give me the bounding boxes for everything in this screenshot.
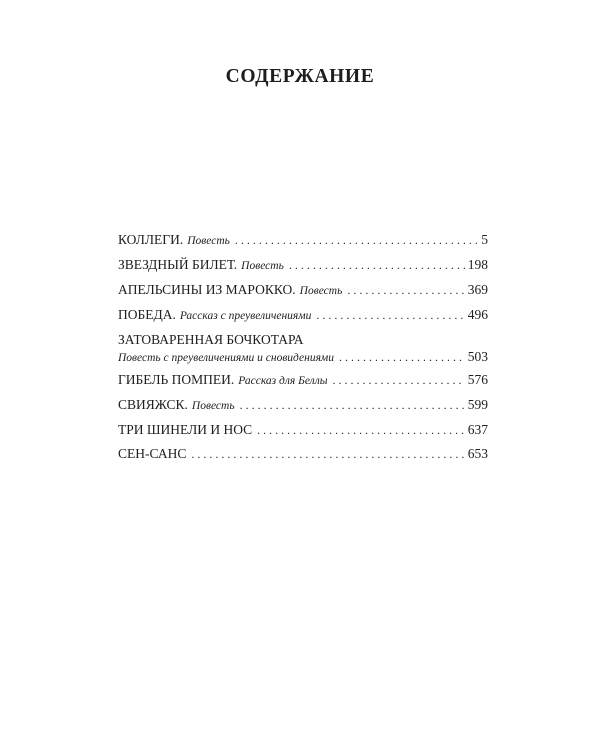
toc-entry-page: 369 [467,282,488,297]
toc-entry-page: 496 [467,307,488,322]
toc-entry-title: КОЛЛЕГИ. [118,232,184,247]
toc-entry[interactable] [118,395,488,416]
toc-entry[interactable] [118,305,488,326]
toc-entry-subtitle: Повесть с преувеличениями и сновидениями [118,352,335,364]
dot-leader [316,306,464,325]
toc-entry-title: СЕН-САНС [118,446,187,461]
toc-entry[interactable] [118,370,488,391]
toc-entry[interactable] [118,230,488,251]
toc-entry-title: ЗВЕЗДНЫЙ БИЛЕТ. [118,257,238,272]
toc-entry[interactable] [118,444,488,464]
toc-entry-subtitle: Рассказ с преувеличениями [179,310,312,322]
table-of-contents [118,230,488,468]
toc-entry-page: 637 [467,422,488,437]
dot-leader [240,396,465,415]
toc-entry-subtitle: Повесть [187,235,230,247]
toc-entry-subtitle: Повесть [299,285,343,297]
toc-entry-title: ПОБЕДА. [118,307,176,322]
dot-leader [257,421,465,440]
toc-entry-title: ТРИ ШИНЕЛИ И НОС [118,422,253,437]
toc-entry-page: 576 [467,372,488,387]
toc-entry-subtitle: Повесть [241,260,284,272]
toc-entry-title: ГИБЕЛЬ ПОМПЕИ. [118,372,235,387]
dot-leader [289,256,465,275]
dot-leader [191,445,464,464]
toc-entry-title: АПЕЛЬСИНЫ ИЗ МАРОККО. [118,282,296,297]
toc-entry-page: 5 [481,232,488,247]
toc-entry-page: 653 [467,446,488,461]
dot-leader [235,231,478,250]
toc-entry-title: ЗАТОВАРЕННАЯ БОЧКОТАРА [118,332,304,347]
dot-leader [347,281,464,300]
toc-entry-page: 599 [467,397,488,412]
toc-entry-title: СВИЯЖСК. [118,397,188,412]
toc-entry-page: 503 [467,349,488,364]
toc-entry[interactable] [118,255,488,276]
toc-entry[interactable] [118,330,488,366]
toc-entry-subtitle: Повесть [191,400,235,412]
toc-entry-subtitle: Рассказ для Беллы [238,375,328,387]
toc-entry[interactable] [118,280,488,301]
toc-entry[interactable] [118,420,488,440]
dot-leader [339,350,465,365]
toc-entry-page: 198 [467,257,488,272]
page-title: СОДЕРЖАНИЕ [225,66,375,87]
dot-leader [333,371,465,390]
